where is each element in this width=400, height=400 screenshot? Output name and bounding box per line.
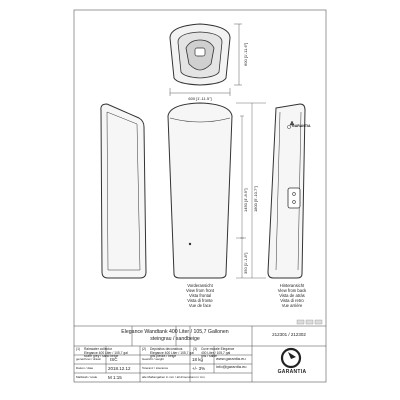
tolerance-value: +/- 3% bbox=[192, 366, 206, 371]
text-line: Depósitos decorativos bbox=[150, 347, 183, 351]
weight-label: Gewicht / weight bbox=[142, 357, 165, 361]
dim-mid-height: 1450 [4'-8.9"] bbox=[243, 188, 248, 212]
website[interactable]: www.garantia.eu bbox=[216, 356, 246, 361]
label-line: Vista de atrás bbox=[279, 293, 305, 298]
label-line: Vista di retro bbox=[280, 298, 304, 303]
text-line: stone grey / sand beige bbox=[84, 354, 119, 359]
text-line: Cuve murale Elegance bbox=[201, 347, 235, 351]
back-view bbox=[268, 104, 305, 278]
text-line: gris piedra / beige bbox=[150, 354, 177, 359]
text-line: Rainwater collector bbox=[84, 347, 113, 351]
front-view bbox=[168, 103, 232, 278]
product-title: Elegance Wandtank 400 Liter / 105,7 Gallonen bbox=[121, 329, 229, 335]
top-view bbox=[170, 24, 242, 96]
dim-total-height: 1800 [5'-10.7"] bbox=[253, 186, 258, 212]
label-line: Hinteransicht bbox=[279, 283, 305, 288]
text-line: 400 Liter / 105,7 gal bbox=[201, 350, 231, 355]
drawn-value: ISC bbox=[110, 357, 118, 362]
scale-value: M 1:15 bbox=[108, 375, 122, 380]
email[interactable]: info@garantia.eu bbox=[216, 364, 247, 369]
tolerance-label: Toleranz / tolerance bbox=[142, 366, 169, 370]
scale-label: Maßstab / scale bbox=[76, 375, 98, 379]
date-label: Datum / date bbox=[76, 366, 94, 370]
text-line: gris / sable bbox=[201, 354, 217, 359]
dim-low-height: 350 [1'-1.8"] bbox=[243, 252, 248, 274]
weight-value: 18 kg bbox=[192, 357, 204, 362]
garantia-logo bbox=[282, 349, 300, 367]
label-line: View from back bbox=[277, 288, 307, 293]
dim-top-height: 600 [1'-11.6"] bbox=[243, 42, 248, 66]
logo-text: GARANTIA bbox=[277, 369, 307, 375]
flag-icons bbox=[297, 320, 322, 324]
side-view bbox=[101, 104, 146, 278]
front-view-label bbox=[170, 283, 230, 308]
product-subtitle: steingrau / sandbeige bbox=[150, 336, 200, 342]
date-value: 2018.12.12 bbox=[108, 366, 131, 371]
label-line: Vorderansicht bbox=[187, 283, 213, 288]
label-line: Vue de face bbox=[188, 303, 212, 308]
label-line: Vista di fronte bbox=[187, 298, 213, 303]
label-line: Vista frontal bbox=[188, 293, 212, 298]
col3-num: (3) bbox=[193, 347, 198, 351]
text-line: Elegance 400 Liter / 105,7 gal bbox=[84, 350, 128, 355]
brand-mark: GARANTIA bbox=[292, 124, 311, 128]
item-number: 212301 / 212302 bbox=[272, 332, 306, 337]
drawn-label: gezeichnet / drawn bbox=[76, 357, 102, 361]
col1-num: (1) bbox=[76, 347, 81, 351]
label-line: View from front bbox=[185, 288, 215, 293]
units-note: alle Maßangaben in mm / all dimensions in mm bbox=[142, 375, 205, 379]
label-line: Vue arrière bbox=[281, 303, 303, 308]
back-view-label bbox=[262, 283, 322, 308]
dimension-lines bbox=[236, 103, 266, 278]
col2-num: (2) bbox=[142, 347, 147, 351]
dim-top-width: 600 [1'-11.5"] bbox=[188, 96, 212, 101]
text-line: Elegance 400 Liter / 105,7 gal bbox=[150, 350, 194, 355]
